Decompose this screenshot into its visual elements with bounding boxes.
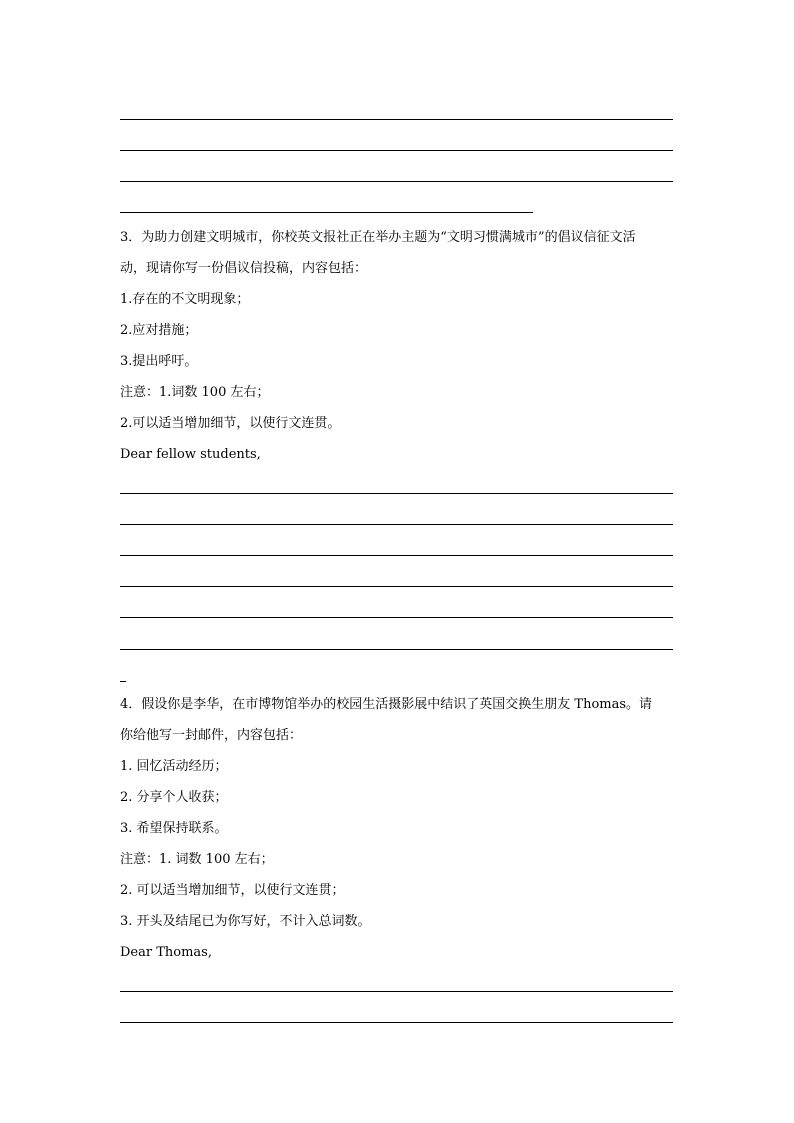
answer-line bbox=[120, 150, 673, 151]
q4-prompt-line-1: 4．假设你是李华，在市博物馆举办的校园生活摄影展中结识了英国交换生朋友 Thomas。请 bbox=[120, 697, 653, 712]
answer-line bbox=[120, 555, 673, 556]
q4-greeting: Dear Thomas, bbox=[120, 945, 212, 960]
answer-line-end-mark bbox=[120, 681, 126, 682]
q4-note-3: 3. 开头及结尾已为你写好，不计入总词数。 bbox=[120, 914, 371, 929]
q3-item-3: 3.提出呼吁。 bbox=[120, 354, 198, 369]
q4-note-1: 注意：1. 词数 100 左右； bbox=[120, 852, 274, 867]
answer-line bbox=[120, 649, 673, 650]
answer-line bbox=[120, 119, 673, 120]
answer-line bbox=[120, 493, 673, 494]
q3-note-1: 注意：1.词数 100 左右； bbox=[120, 385, 270, 400]
answer-line bbox=[120, 991, 673, 992]
answer-line bbox=[120, 617, 673, 618]
answer-line bbox=[120, 212, 533, 213]
q3-prompt-line-2: 动，现请你写一份倡议信投稿，内容包括： bbox=[120, 261, 368, 276]
q4-note-2: 2. 可以适当增加细节，以使行文连贯； bbox=[120, 883, 345, 898]
q3-item-1: 1.存在的不文明现象； bbox=[120, 292, 250, 307]
answer-line bbox=[120, 586, 673, 587]
q4-item-3: 3. 希望保持联系。 bbox=[120, 821, 228, 836]
q4-prompt-line-2: 你给他写一封邮件，内容包括： bbox=[120, 728, 303, 743]
q3-prompt-line-1: 3．为助力创建文明城市，你校英文报社正在举办主题为“文明习惯满城市”的倡议信征文活 bbox=[120, 230, 636, 245]
q4-item-1: 1. 回忆活动经历； bbox=[120, 759, 228, 774]
q3-item-2: 2.应对措施； bbox=[120, 323, 198, 338]
answer-line bbox=[120, 1022, 673, 1023]
answer-line bbox=[120, 524, 673, 525]
q3-note-2: 2.可以适当增加细节，以使行文连贯。 bbox=[120, 416, 341, 431]
q4-item-2: 2. 分享个人收获； bbox=[120, 790, 228, 805]
answer-line bbox=[120, 181, 673, 182]
q3-greeting: Dear fellow students, bbox=[120, 447, 261, 462]
